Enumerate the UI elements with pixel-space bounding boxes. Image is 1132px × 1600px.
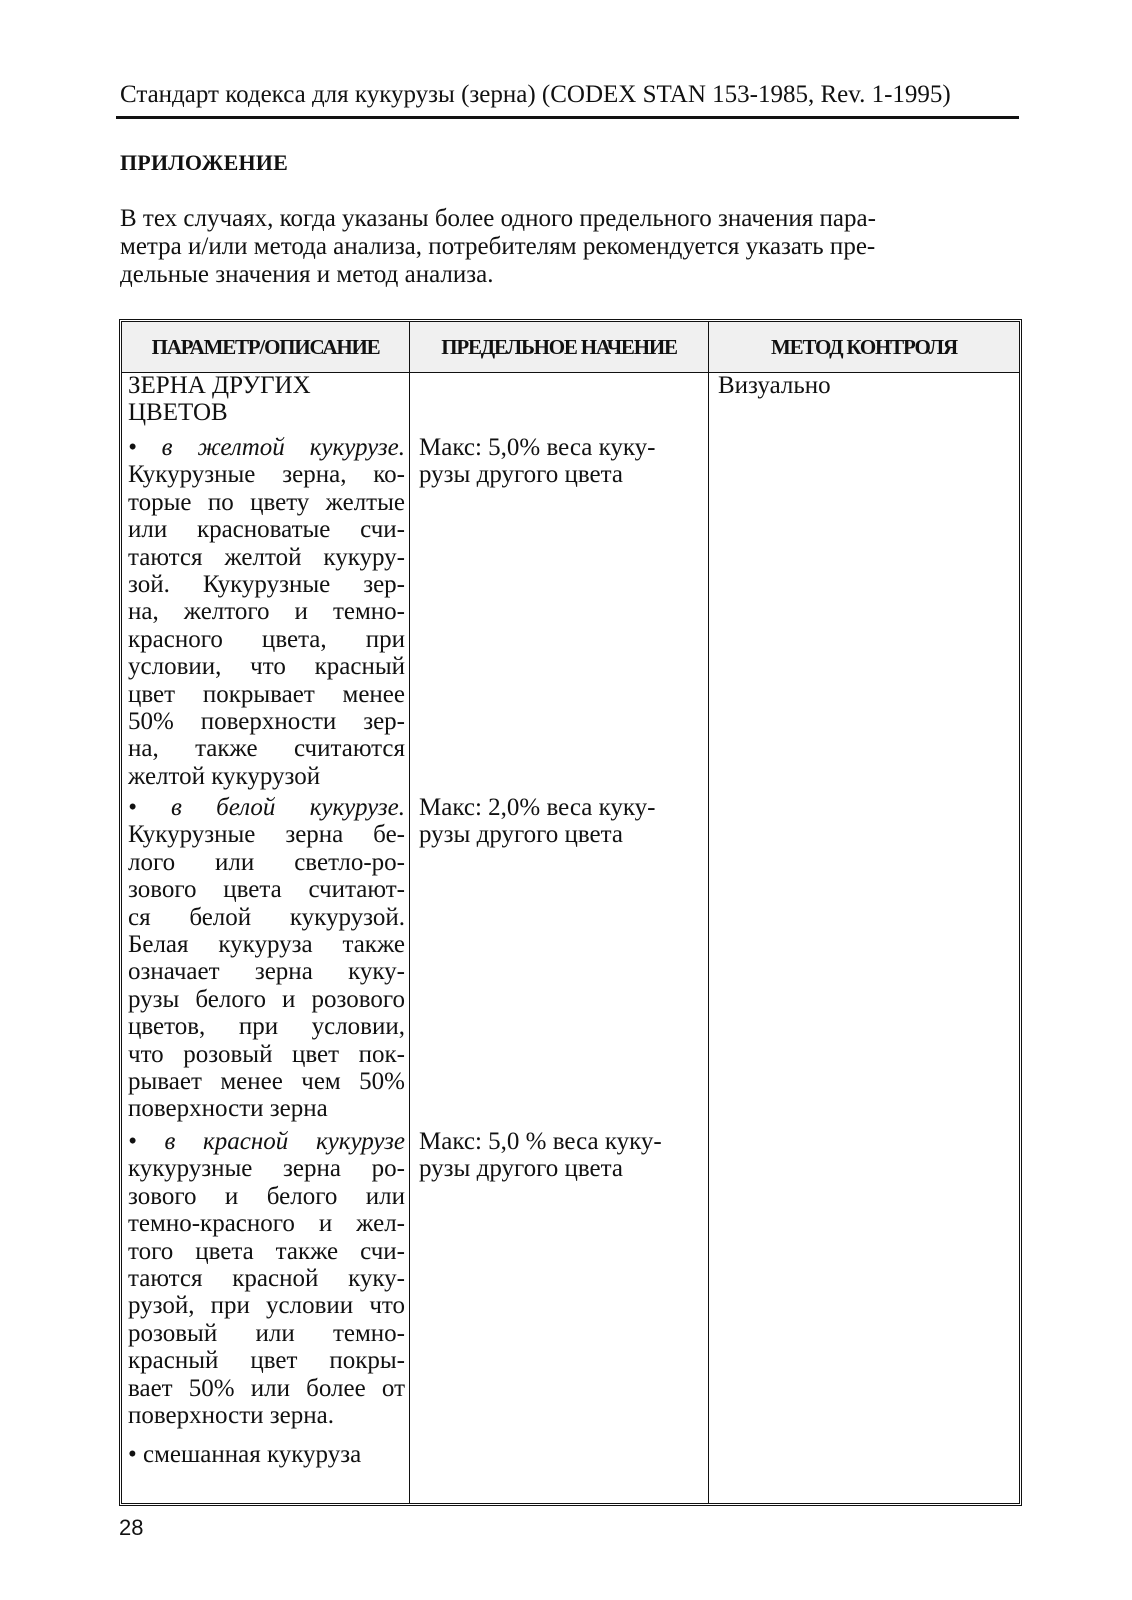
row-lead-text: • в белой кукурузе. — [128, 794, 405, 821]
desc-line: что розовый цвет пок- — [128, 1040, 405, 1068]
desc-line: цветов, при условии, — [128, 1013, 405, 1041]
row-lead-text: • в желтой кукурузе. — [128, 434, 405, 461]
intro-line: метра и/или метода анализа, потребителям рекомендуется указать пре- — [120, 233, 876, 260]
limit-line: рузы другого цвета — [419, 1155, 623, 1183]
column-divider — [409, 322, 410, 1503]
table-row-yellow-description — [128, 434, 405, 790]
desc-line: 50% поверхности зер- — [128, 708, 405, 736]
limit-line: Макс: 2,0% веса куку- — [419, 794, 656, 821]
desc-line: торые по цвету желтые — [128, 488, 405, 516]
intro-line: В тех случаях, когда указаны более одного предельного значения пара- — [120, 205, 876, 232]
header-parameter: ПАРАМЕТР/ОПИСАНИЕ — [151, 334, 380, 359]
desc-line: зового цвета считают- — [128, 876, 405, 904]
parameters-table — [119, 319, 1022, 1506]
table-row-mixed-description — [128, 1441, 408, 1468]
desc-line: темно-красного и жел- — [128, 1210, 405, 1238]
desc-line: таются желтой кукуру- — [128, 543, 405, 571]
desc-line: зового и белого или — [128, 1182, 405, 1210]
desc-line: рузы белого и розового — [128, 985, 405, 1013]
table-row-white-limit — [419, 794, 704, 849]
desc-line: Кукурузные зерна бе- — [128, 821, 405, 849]
table-row-red-limit — [419, 1128, 704, 1183]
desc-line: на, желтого и темно- — [128, 598, 405, 626]
table-row-white-description — [128, 794, 405, 1123]
header-method: МЕТОД КОНТРОЛЯ — [771, 334, 957, 359]
limit-line: рузы другого цвета — [419, 461, 623, 489]
row-lead — [128, 1128, 405, 1155]
table-row-red-description — [128, 1128, 405, 1429]
section-title: ПРИЛОЖЕНИЕ — [120, 150, 288, 175]
intro-line: дельные значения и метод анализа. — [120, 261, 494, 288]
row-lead: • смешанная кукуруза — [128, 1441, 362, 1468]
desc-line: желтой кукурузой — [128, 762, 321, 790]
desc-line: рузой, при условии что — [128, 1292, 405, 1320]
desc-line: цвет покрывает менее — [128, 680, 405, 708]
group-title — [128, 372, 398, 427]
limit-line: Макс: 5,0 % веса куку- — [419, 1128, 662, 1155]
desc-line: поверхности зерна — [128, 1095, 328, 1123]
desc-line: или красноватые счи- — [128, 516, 405, 544]
desc-line: лого или светло-ро- — [128, 848, 405, 876]
desc-line: Белая кукуруза также — [128, 931, 405, 959]
desc-line: поверхности зерна. — [128, 1402, 334, 1430]
desc-line: означает зерна куку- — [128, 958, 405, 986]
desc-line: розовый или темно- — [128, 1319, 405, 1347]
group-title-line: ЦВЕТОВ — [128, 399, 228, 427]
desc-line: того цвета также счи- — [128, 1237, 405, 1265]
header-limit: ПРЕДЕЛЬНОЕ НАЧЕНИЕ — [441, 334, 677, 359]
row-lead — [128, 794, 405, 821]
limit-line: рузы другого цвета — [419, 821, 623, 849]
desc-line: на, также считаются — [128, 735, 405, 763]
desc-line: условии, что красный — [128, 653, 405, 681]
intro-paragraph — [120, 205, 1020, 289]
desc-line: таются красной куку- — [128, 1265, 405, 1293]
running-header: Стандарт кодекса для кукурузы (зерна) (CODEX STAN 153-1985, Rev. 1-1995) — [120, 81, 951, 108]
desc-line: ся белой кукурузой. — [128, 903, 405, 931]
desc-line: Кукурузные зерна, ко- — [128, 461, 405, 489]
desc-line: кукурузные зерна ро- — [128, 1155, 405, 1183]
header-rule — [116, 116, 1019, 119]
method-value: Визуально — [718, 372, 831, 399]
page-number: 28 — [119, 1515, 144, 1540]
row-lead — [128, 434, 405, 461]
group-title-line: ЗЕРНА ДРУГИХ — [128, 372, 311, 399]
desc-line: красного цвета, при — [128, 625, 405, 653]
column-divider — [708, 322, 709, 1503]
row-lead-text: • в красной кукурузе — [128, 1128, 405, 1155]
desc-line: вает 50% или более от — [128, 1374, 405, 1402]
desc-line: рывает менее чем 50% — [128, 1068, 405, 1096]
table-row-yellow-limit — [419, 434, 704, 489]
limit-line: Макс: 5,0% веса куку- — [419, 434, 656, 461]
desc-line: красный цвет покры- — [128, 1347, 405, 1375]
desc-line: зой. Кукурузные зер- — [128, 571, 405, 599]
